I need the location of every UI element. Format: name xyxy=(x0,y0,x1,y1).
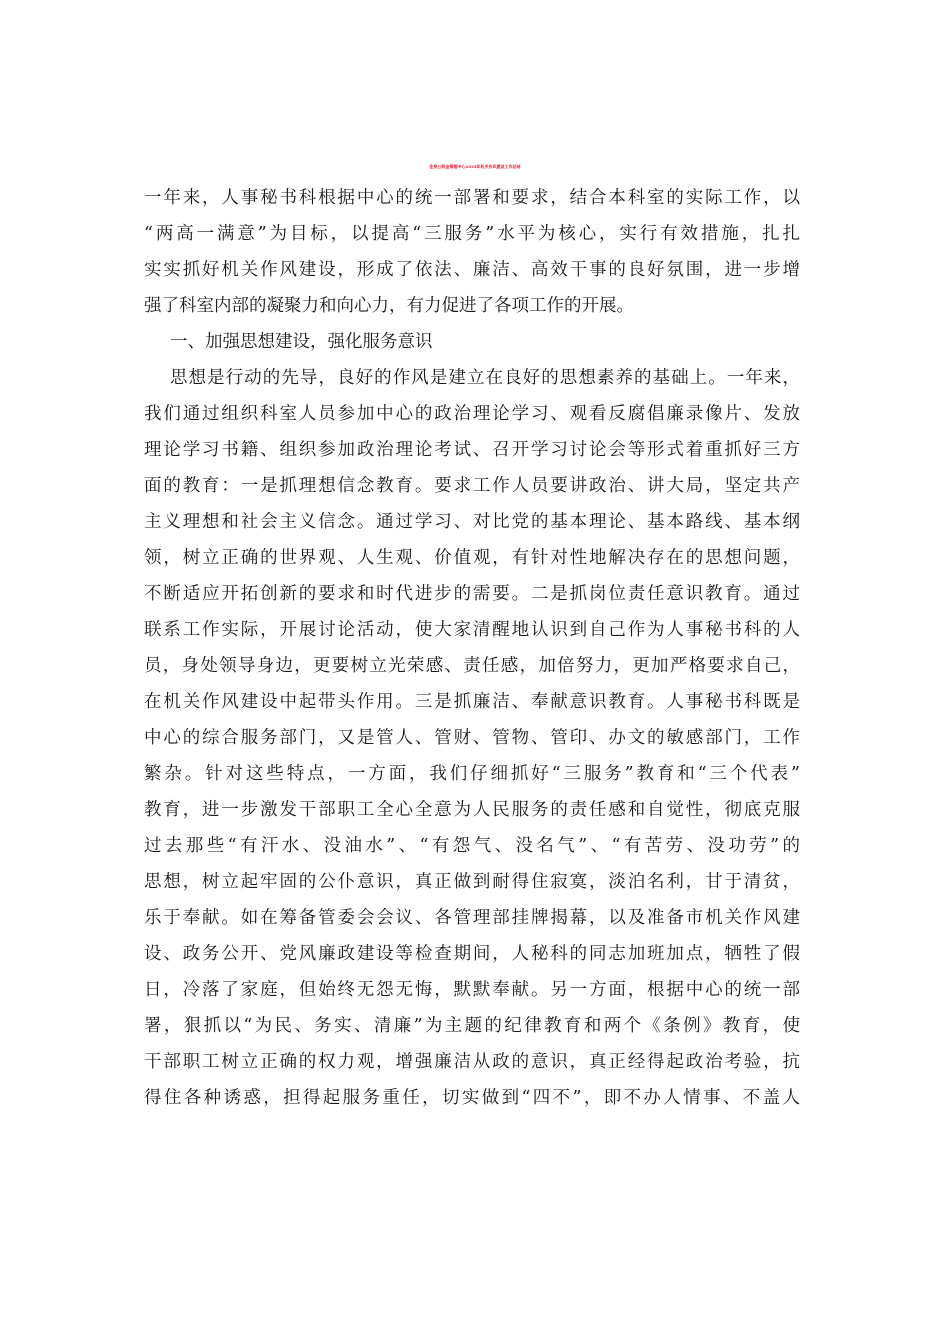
body-line: 理论学习书籍、组织参加政治理论考试、召开学习讨论会等形式着重抓好三方 xyxy=(144,440,800,460)
body-line: 主义理想和社会主义信念。通过学习、对比党的基本理论、基本路线、基本纲 xyxy=(144,512,800,532)
body-line: 实实抓好机关作风建设，形成了依法、廉洁、高效干事的良好氛围，进一步增 xyxy=(144,260,800,280)
body-line: 思想，树立起牢固的公仆意识，真正做到耐得住寂寞，淡泊名利，甘于清贫， xyxy=(144,872,800,892)
body-line: 在机关作风建设中起带头作用。三是抓廉洁、奉献意识教育。人事秘书科既是 xyxy=(144,692,800,712)
document-body xyxy=(144,180,800,1160)
body-line: 得住各种诱惑，担得起服务重任，切实做到“四不”，即不办人情事、不盖人 xyxy=(144,1088,800,1108)
section-heading: 一、加强思想建设，强化服务意识 xyxy=(170,332,433,352)
body-line: “两高一满意”为目标，以提高“三服务”水平为核心，实行有效措施，扎扎 xyxy=(144,224,800,244)
body-line: 教育，进一步激发干部职工全心全意为人民服务的责任感和自觉性，彻底克服 xyxy=(144,800,800,820)
document-title: 住房公积金管理中心2025年机关作风建设工作总结 xyxy=(429,164,521,169)
body-line: 繁杂。针对这些特点，一方面，我们仔细抓好“三服务”教育和“三个代表” xyxy=(144,764,800,784)
body-line: 干部职工树立正确的权力观，增强廉洁从政的意识，真正经得起政治考验，抗 xyxy=(144,1052,800,1072)
body-line: 思想是行动的先导，良好的作风是建立在良好的思想素养的基础上。一年来， xyxy=(170,368,800,388)
body-line: 中心的综合服务部门，又是管人、管财、管物、管印、办文的敏感部门，工作 xyxy=(144,728,800,748)
body-line: 面的教育：一是抓理想信念教育。要求工作人员要讲政治、讲大局，坚定共产 xyxy=(144,476,800,496)
body-line: 署，狠抓以“为民、务实、清廉”为主题的纪律教育和两个《条例》教育，使 xyxy=(144,1016,800,1036)
body-line: 领，树立正确的世界观、人生观、价值观，有针对性地解决存在的思想问题， xyxy=(144,548,800,568)
body-line: 日，冷落了家庭，但始终无怨无悔，默默奉献。另一方面，根据中心的统一部 xyxy=(144,980,800,1000)
body-line: 乐于奉献。如在筹备管委会会议、各管理部挂牌揭幕，以及准备市机关作风建 xyxy=(144,908,800,928)
body-line: 过去那些“有汗水、没油水”、“有怨气、没名气”、“有苦劳、没功劳”的 xyxy=(144,836,800,856)
body-line: 一年来，人事秘书科根据中心的统一部署和要求，结合本科室的实际工作，以 xyxy=(144,188,800,208)
body-line: 我们通过组织科室人员参加中心的政治理论学习、观看反腐倡廉录像片、发放 xyxy=(144,404,800,424)
body-line: 联系工作实际，开展讨论活动，使大家清醒地认识到自己作为人事秘书科的人 xyxy=(144,620,800,640)
body-line: 不断适应开拓创新的要求和时代进步的需要。二是抓岗位责任意识教育。通过 xyxy=(144,584,800,604)
body-line: 员，身处领导身边，更要树立光荣感、责任感，加倍努力，更加严格要求自己， xyxy=(144,656,800,676)
body-line: 设、政务公开、党风廉政建设等检查期间，人秘科的同志加班加点，牺牲了假 xyxy=(144,944,800,964)
body-line: 强了科室内部的凝聚力和向心力，有力促进了各项工作的开展。 xyxy=(144,296,634,316)
